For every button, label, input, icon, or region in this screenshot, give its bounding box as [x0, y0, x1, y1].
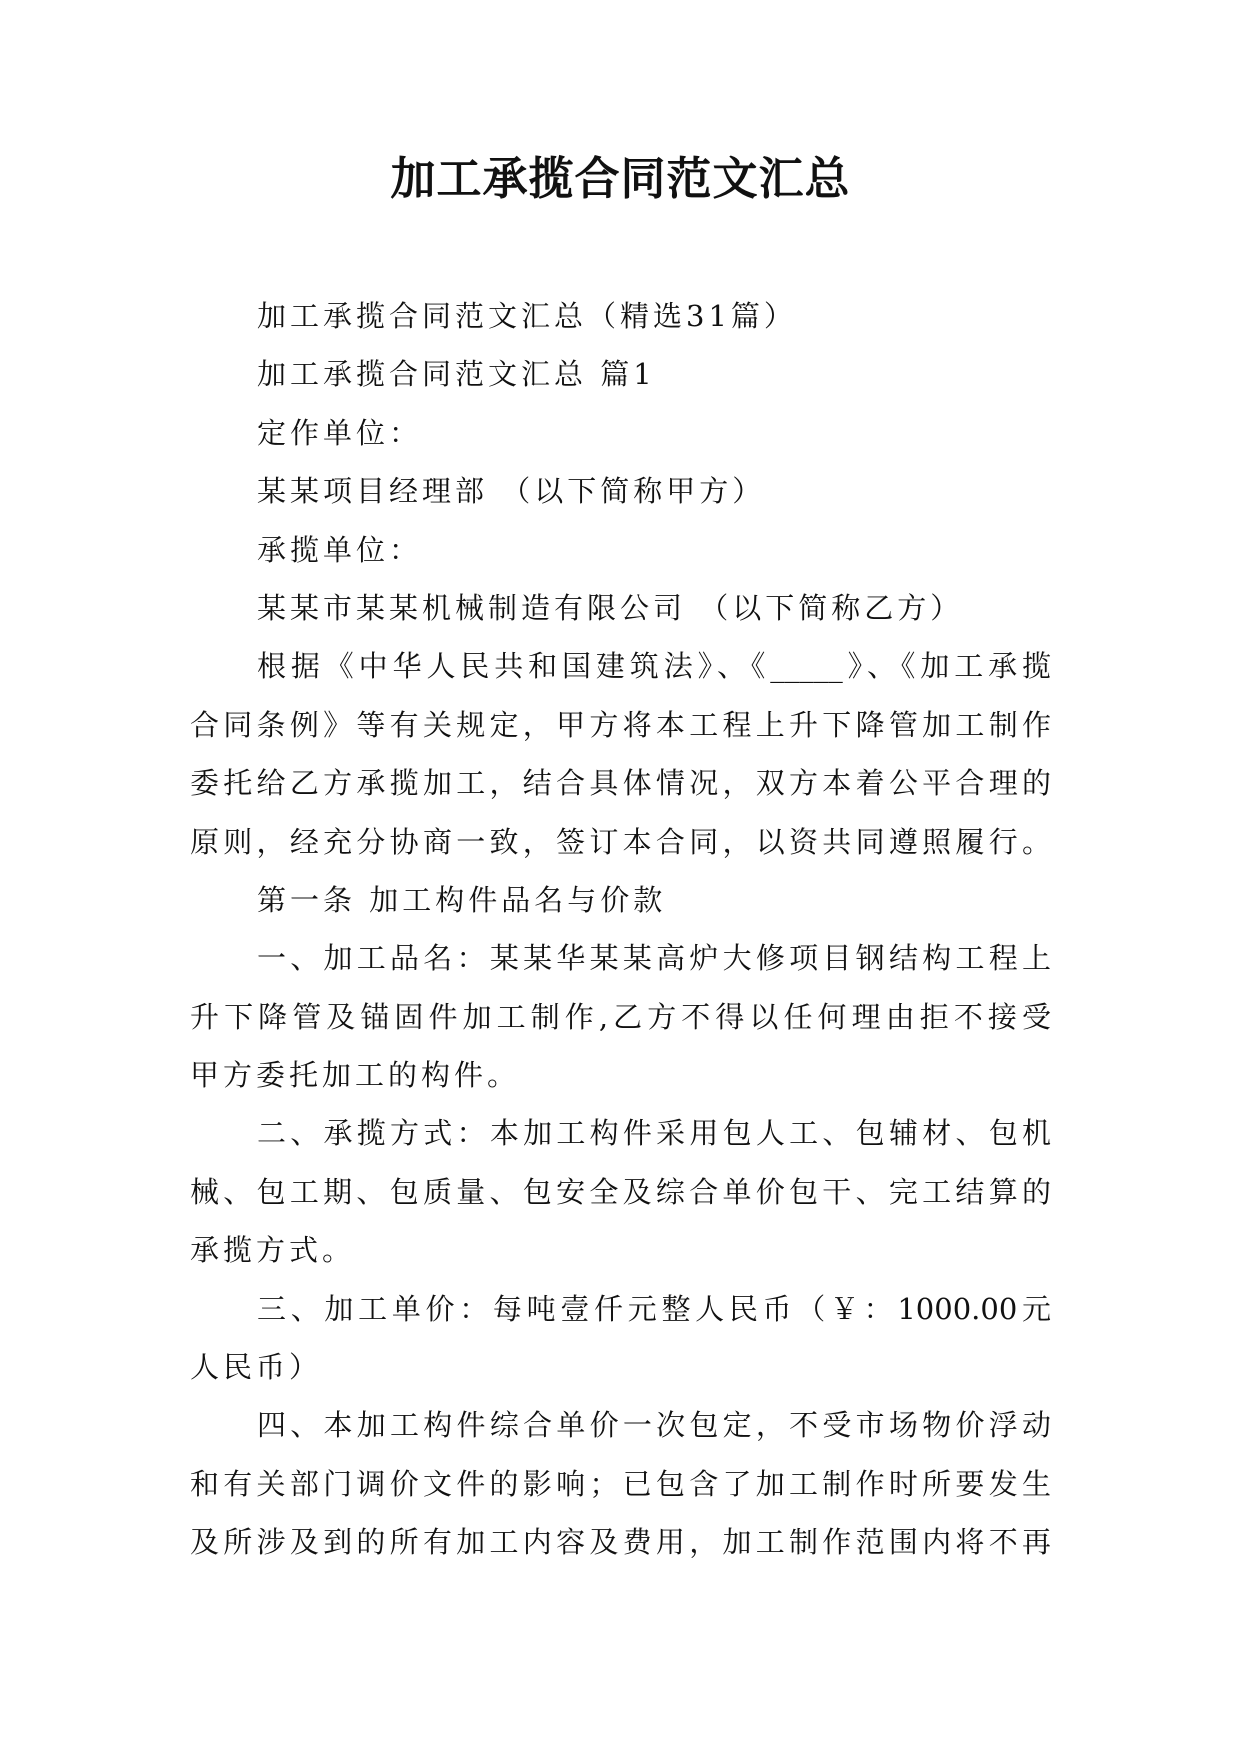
- paragraph: [190, 579, 1051, 637]
- paragraph-line: 三、加工单价：每吨壹仟元整人民币（￥：1000.00元: [257, 1291, 1051, 1326]
- paragraph-line: 承揽方式。: [190, 1233, 356, 1268]
- paragraph-line: 原则，经充分协商一致，签订本合同，以资共同遵照履行。: [190, 824, 1051, 859]
- paragraph-line: 加工承揽合同范文汇总（精选31篇）: [257, 299, 797, 333]
- section-heading: 第一条 加工构件品名与价款: [257, 882, 667, 917]
- paragraph-line: 某某项目经理部 （以下简称甲方）: [257, 474, 766, 509]
- paragraph-line: 械、包工期、包质量、包安全及综合单价包干、完工结算的: [190, 1174, 1051, 1209]
- paragraph: [190, 637, 1051, 871]
- paragraph-line: 人民币）: [190, 1350, 323, 1385]
- paragraph: [190, 1396, 1051, 1571]
- paragraph-line: 一、加工品名：某某华某某高炉大修项目钢结构工程上: [257, 941, 1051, 976]
- paragraph: [190, 521, 1051, 579]
- document-title: 加工承揽合同范文汇总: [390, 152, 851, 205]
- paragraph: [190, 404, 1051, 462]
- paragraph-line: 四、本加工构件综合单价一次包定，不受市场物价浮动: [257, 1408, 1051, 1443]
- paragraph: [190, 871, 1051, 929]
- paragraph: [190, 462, 1051, 520]
- paragraph: [190, 1104, 1051, 1279]
- paragraph-line: 和有关部门调价文件的影响；已包含了加工制作时所要发生: [190, 1466, 1051, 1501]
- paragraph-line: 委托给乙方承揽加工，结合具体情况，双方本着公平合理的: [190, 766, 1051, 801]
- paragraph-line: 升下降管及锚固件加工制作,乙方不得以任何理由拒不接受: [190, 999, 1051, 1034]
- paragraph: [190, 929, 1051, 1104]
- paragraph-line: 二、承揽方式：本加工构件采用包人工、包辅材、包机: [257, 1116, 1051, 1151]
- paragraph: [190, 287, 1051, 345]
- paragraph: [190, 345, 1051, 403]
- paragraph-line: 及所涉及到的所有加工内容及费用，加工制作范围内将不再: [190, 1525, 1051, 1560]
- paragraph: [190, 1280, 1051, 1397]
- paragraph-line: 甲方委托加工的构件。: [190, 1058, 521, 1093]
- paragraph-line: 某某市某某机械制造有限公司 （以下简称乙方）: [257, 590, 964, 625]
- paragraph-line: 承揽单位：: [257, 532, 423, 567]
- paragraph-line: 根据《中华人民共和国建筑法》、《_____》、《加工承揽: [257, 649, 1051, 684]
- paragraph-line: 加工承揽合同范文汇总 篇1: [257, 357, 656, 392]
- document-body: [190, 287, 1051, 1572]
- paragraph-line: 定作单位：: [257, 415, 423, 450]
- paragraph-line: 合同条例》等有关规定，甲方将本工程上升下降管加工制作: [190, 707, 1051, 742]
